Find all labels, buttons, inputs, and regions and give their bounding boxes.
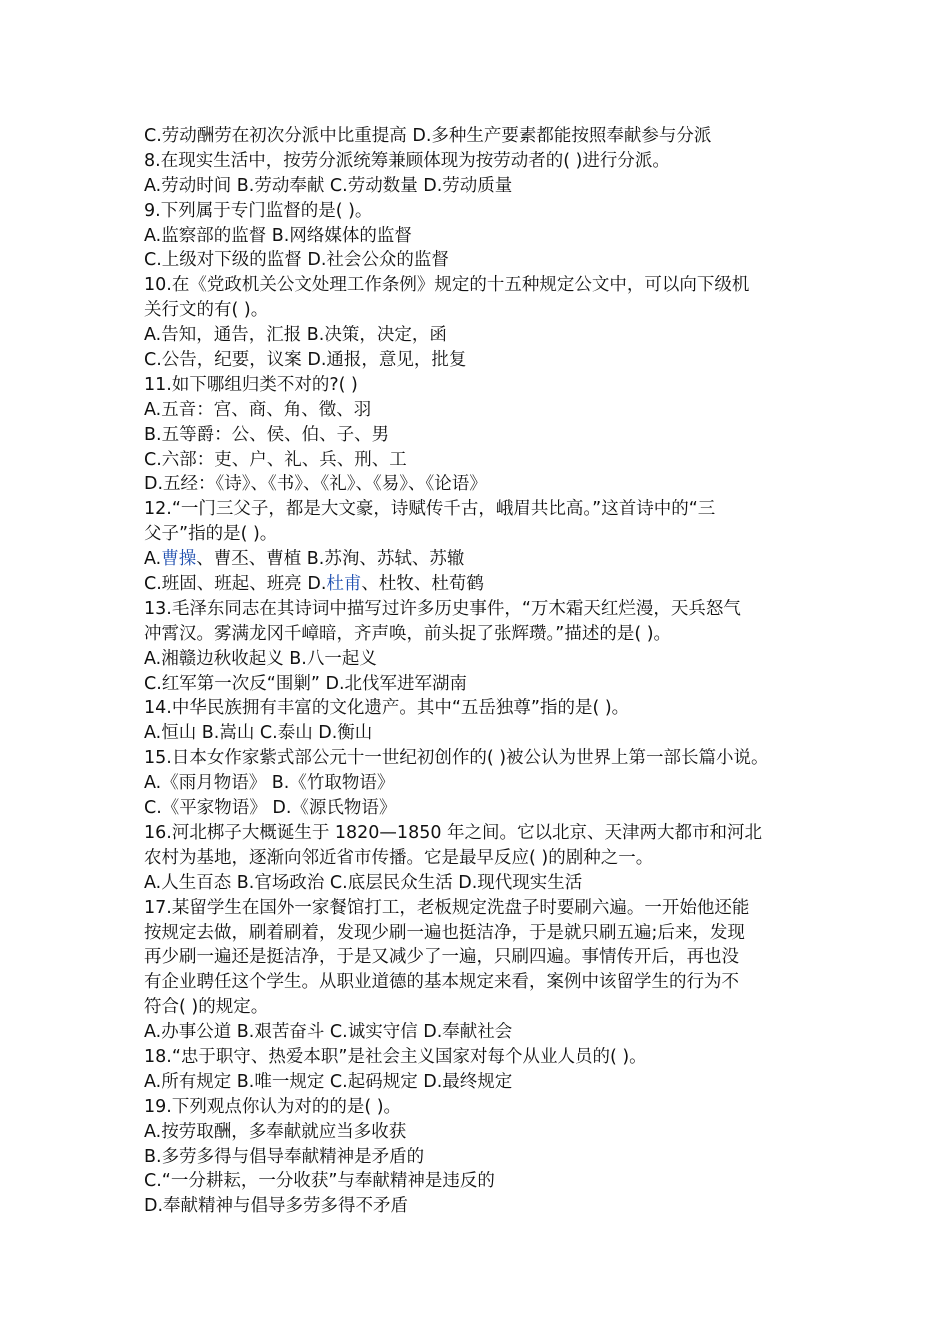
cao-cao-link[interactable]: 曹操	[161, 549, 197, 570]
question-12-options-cd	[144, 572, 834, 597]
question-11-option-a: A.五音：宫、商、角、徵、羽	[144, 399, 372, 420]
question-18: 18.“忠于职守、热爱本职”是社会主义国家对每个从业人员的( )。	[144, 1046, 647, 1067]
du-fu-link[interactable]: 杜甫	[326, 574, 362, 595]
question-13-options-cd: C.红军第一次反“围剿” D.北伐军进军湖南	[144, 673, 468, 694]
question-9-options-cd: C.上级对下级的监督 D.社会公众的监督	[144, 250, 449, 271]
text-line: C.劳动酬劳在初次分派中比重提高 D.多种生产要素都能按照奉献参与分派	[144, 126, 712, 146]
question-19-option-b: B.多劳多得与倡导奉献精神是矛盾的	[144, 1146, 425, 1167]
question-17-cont: 按规定去做，刷着刷着，发现少刷一遍也挺洁净，于是就只刷五遍;后来，发现	[144, 922, 745, 943]
question-16: 16.河北梆子大概诞生于 1820—1850 年之间。它以北京、天津两大都市和河北	[144, 822, 763, 843]
question-14: 14.中华民族拥有丰富的文化遗产。其中“五岳独尊”指的是( )。	[144, 698, 630, 719]
question-17-options: A.办事公道 B.艰苦奋斗 C.诚实守信 D.奉献社会	[144, 1022, 513, 1043]
question-17-cont: 有企业聘任这个学生。从职业道德的基本规定来看，案例中该留学生的行为不	[144, 972, 739, 993]
question-8-options: A.劳动时间 B.劳动奉献 C.劳动数量 D.劳动质量	[144, 175, 513, 196]
option-text: 、杜牧、杜荀鹤	[361, 574, 484, 595]
question-12: 12.“一门三父子，都是大文豪，诗赋传千古，峨眉共比高。”这首诗中的“三	[144, 499, 716, 520]
option-text: 、曹丕、曹植 B.苏洵、苏轼、苏辙	[196, 549, 465, 570]
question-18-options: A.所有规定 B.唯一规定 C.起码规定 D.最终规定	[144, 1071, 513, 1092]
question-12-options-ab	[144, 547, 834, 572]
question-17: 17.某留学生在国外一家餐馆打工，老板规定洗盘子时要刷六遍。一开始他还能	[144, 897, 750, 918]
question-13-options-ab: A.湘赣边秋收起义 B.八一起义	[144, 648, 377, 669]
question-13-cont: 冲霄汉。雾满龙冈千嶂暗，齐声唤，前头捉了张辉瓒。”描述的是( )。	[144, 623, 672, 644]
question-16-cont: 农村为基地，逐渐向邻近省市传播。它是最早反应( )的剧种之一。	[144, 847, 654, 868]
question-15: 15.日本女作家紫式部公元十一世纪初创作的( )被公认为世界上第一部长篇小说。	[144, 748, 769, 769]
question-19-option-d: D.奉献精神与倡导多劳多得不矛盾	[144, 1196, 409, 1217]
option-text: A.	[144, 549, 162, 570]
question-11-option-c: C.六部：吏、户、礼、兵、刑、工	[144, 449, 407, 470]
question-13: 13.毛泽东同志在其诗词中描写过许多历史事件，“万木霜天红烂漫，天兵怒气	[144, 598, 741, 619]
document-page	[144, 124, 834, 1219]
question-17-cont: 再少刷一遍还是挺洁净，于是又减少了一遍，只刷四遍。事情传开后，再也没	[144, 947, 739, 968]
question-10-options-ab: A.告知，通告，汇报 B.决策，决定，函	[144, 325, 447, 346]
question-10: 10.在《党政机关公文处理工作条例》规定的十五种规定公文中，可以向下级机	[144, 275, 750, 296]
question-11-option-d: D.五经：《诗》、《书》、《礼》、《易》、《论语》	[144, 474, 487, 495]
question-12-cont: 父子”指的是( )。	[144, 524, 278, 545]
question-16-options: A.人生百态 B.官场政治 C.底层民众生活 D.现代现实生活	[144, 872, 583, 893]
question-9: 9.下列属于专门监督的是( )。	[144, 200, 373, 221]
question-15-options-ab: A.《雨月物语》 B.《竹取物语》	[144, 773, 395, 794]
question-10-cont: 关行文的有( )。	[144, 300, 269, 321]
question-19-option-c: C.“一分耕耘，一分收获”与奉献精神是违反的	[144, 1171, 495, 1192]
question-11-option-b: B.五等爵：公、侯、伯、子、男	[144, 424, 390, 445]
question-17-cont: 符合( )的规定。	[144, 997, 269, 1018]
question-10-options-cd: C.公告，纪要，议案 D.通报，意见，批复	[144, 350, 467, 371]
question-14-options: A.恒山 B.嵩山 C.泰山 D.衡山	[144, 723, 373, 744]
question-11: 11.如下哪组归类不对的?( )	[144, 374, 358, 395]
question-19: 19.下列观点你认为对的的是( )。	[144, 1096, 402, 1117]
question-9-options-ab: A.监察部的监督 B.网络媒体的监督	[144, 225, 412, 246]
option-text: C.班固、班起、班亮 D.	[144, 574, 327, 595]
question-8: 8.在现实生活中，按劳分派统筹兼顾体现为按劳动者的( )进行分派。	[144, 150, 670, 171]
question-19-option-a: A.按劳取酬，多奉献就应当多收获	[144, 1121, 407, 1142]
question-15-options-cd: C.《平家物语》 D.《源氏物语》	[144, 798, 397, 819]
